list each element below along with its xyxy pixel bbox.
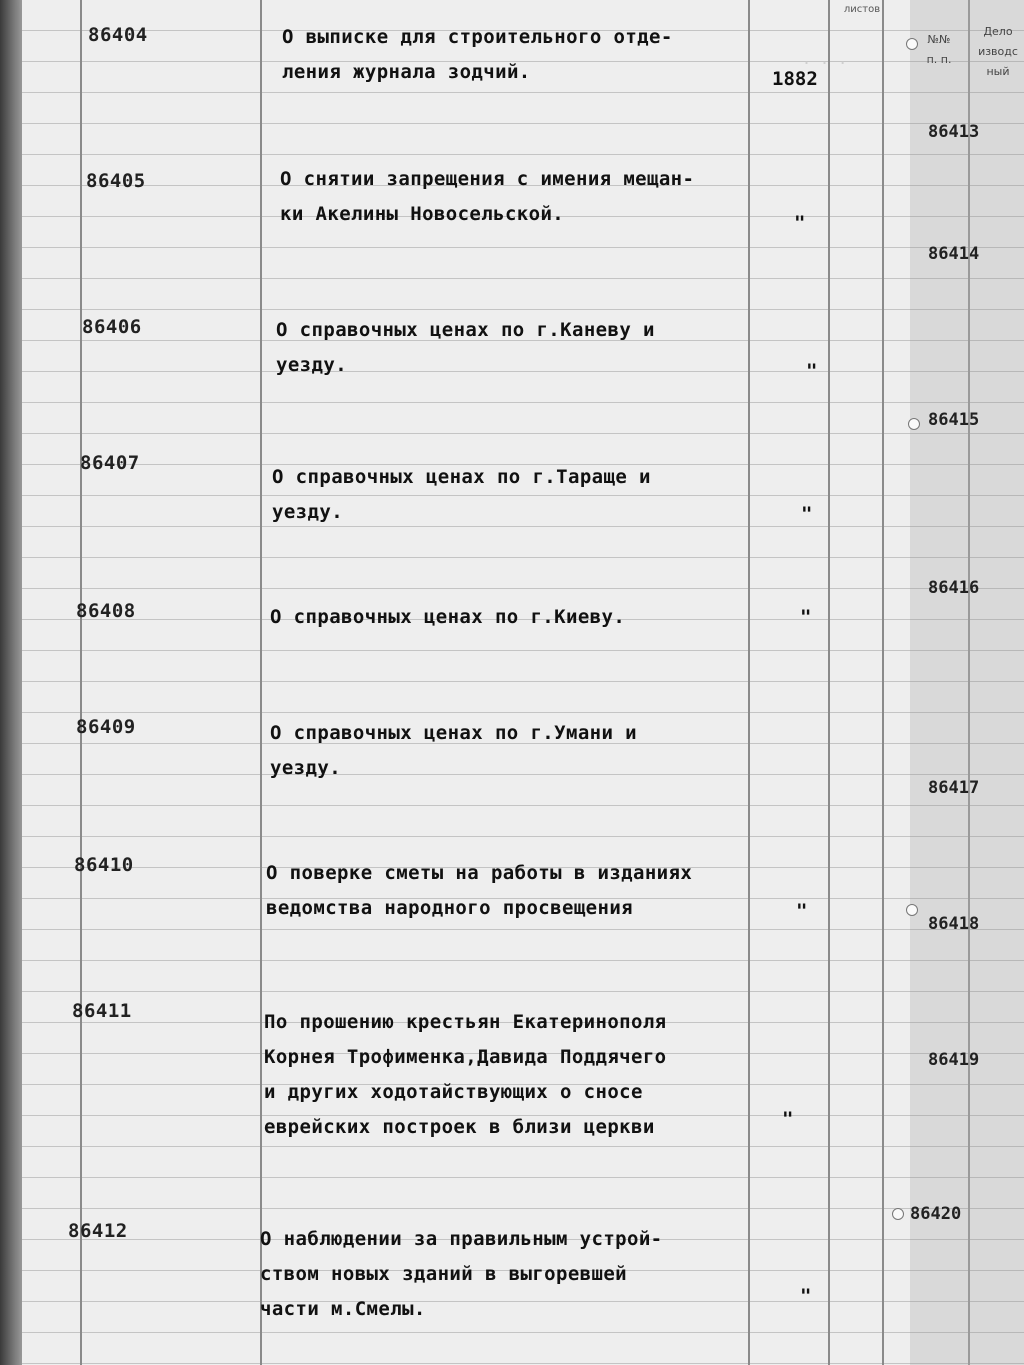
entry-number: 86410: [74, 854, 134, 876]
binder-hole-icon: [906, 38, 918, 50]
ditto-mark: ": [794, 212, 806, 234]
right-number: 86416: [928, 578, 980, 598]
entry-number: 86406: [82, 316, 142, 338]
right-number: 86413: [928, 122, 980, 142]
entry-title: О справочных ценах по г.Киеву.: [270, 606, 626, 628]
binder-hole-icon: [906, 904, 918, 916]
entry-number: 86404: [88, 24, 148, 46]
right-number: 86415: [928, 410, 980, 430]
right-number: 86419: [928, 1050, 980, 1070]
entry-title: О справочных ценах по г.Тараще и уезду.: [272, 466, 651, 523]
entry-year: 1882: [772, 68, 818, 90]
column-rule: [828, 0, 830, 1365]
entry-title: По прошению крестьян Екатеринополя Корнея Трофименка,Давида Поддячего и других ходотайствующих о сносе еврейских построек в близи церкви: [264, 1011, 667, 1138]
entry-title: О справочных ценах по г.Каневу и уезду.: [276, 319, 655, 376]
entry-number: 86411: [72, 1000, 132, 1022]
ditto-mark: ": [800, 1285, 812, 1307]
entry-title: О выписке для строительного отде- ления журнала зодчий.: [282, 26, 673, 83]
ditto-mark: ": [801, 503, 813, 525]
entry-title: О справочных ценах по г.Умани и уезду.: [270, 722, 638, 779]
header-sheets: листов: [843, 4, 881, 15]
column-rule: [968, 0, 970, 1365]
entry-number: 86408: [76, 600, 136, 622]
entry-number: 86407: [80, 452, 140, 474]
entry-number: 86412: [68, 1220, 128, 1242]
column-rule: [80, 0, 82, 1365]
column-rule: [748, 0, 750, 1365]
ditto-mark: ": [796, 900, 808, 922]
entry-title: О наблюдении за правильным устрой- ством новых зданий в выгоревшей части м.Смелы.: [260, 1228, 663, 1320]
entry-title: О поверке сметы на работы в изданиях ведомства народного просвещения: [266, 862, 693, 919]
adjacent-page: [910, 0, 1024, 1365]
ditto-mark: ": [806, 360, 818, 382]
entry-number: 86409: [76, 716, 136, 738]
right-number: 86417: [928, 778, 980, 798]
ditto-mark: ": [782, 1108, 794, 1130]
right-number: 86414: [928, 244, 980, 264]
column-rule: [260, 0, 262, 1365]
right-number: 86420: [910, 1204, 962, 1224]
bleed-through: . . .: [802, 50, 848, 68]
binder-hole-icon: [892, 1208, 904, 1220]
entry-title: О снятии запрещения с имения мещан- ки Акелины Новосельской.: [280, 168, 695, 225]
entry-number: 86405: [86, 170, 146, 192]
ditto-mark: ": [800, 606, 812, 628]
binder-hole-icon: [908, 418, 920, 430]
header-case: Дело изводс ный: [978, 25, 1018, 78]
column-rule: [882, 0, 884, 1365]
header-item-number: №№ п. п.: [926, 33, 952, 66]
right-number: 86418: [928, 914, 980, 934]
